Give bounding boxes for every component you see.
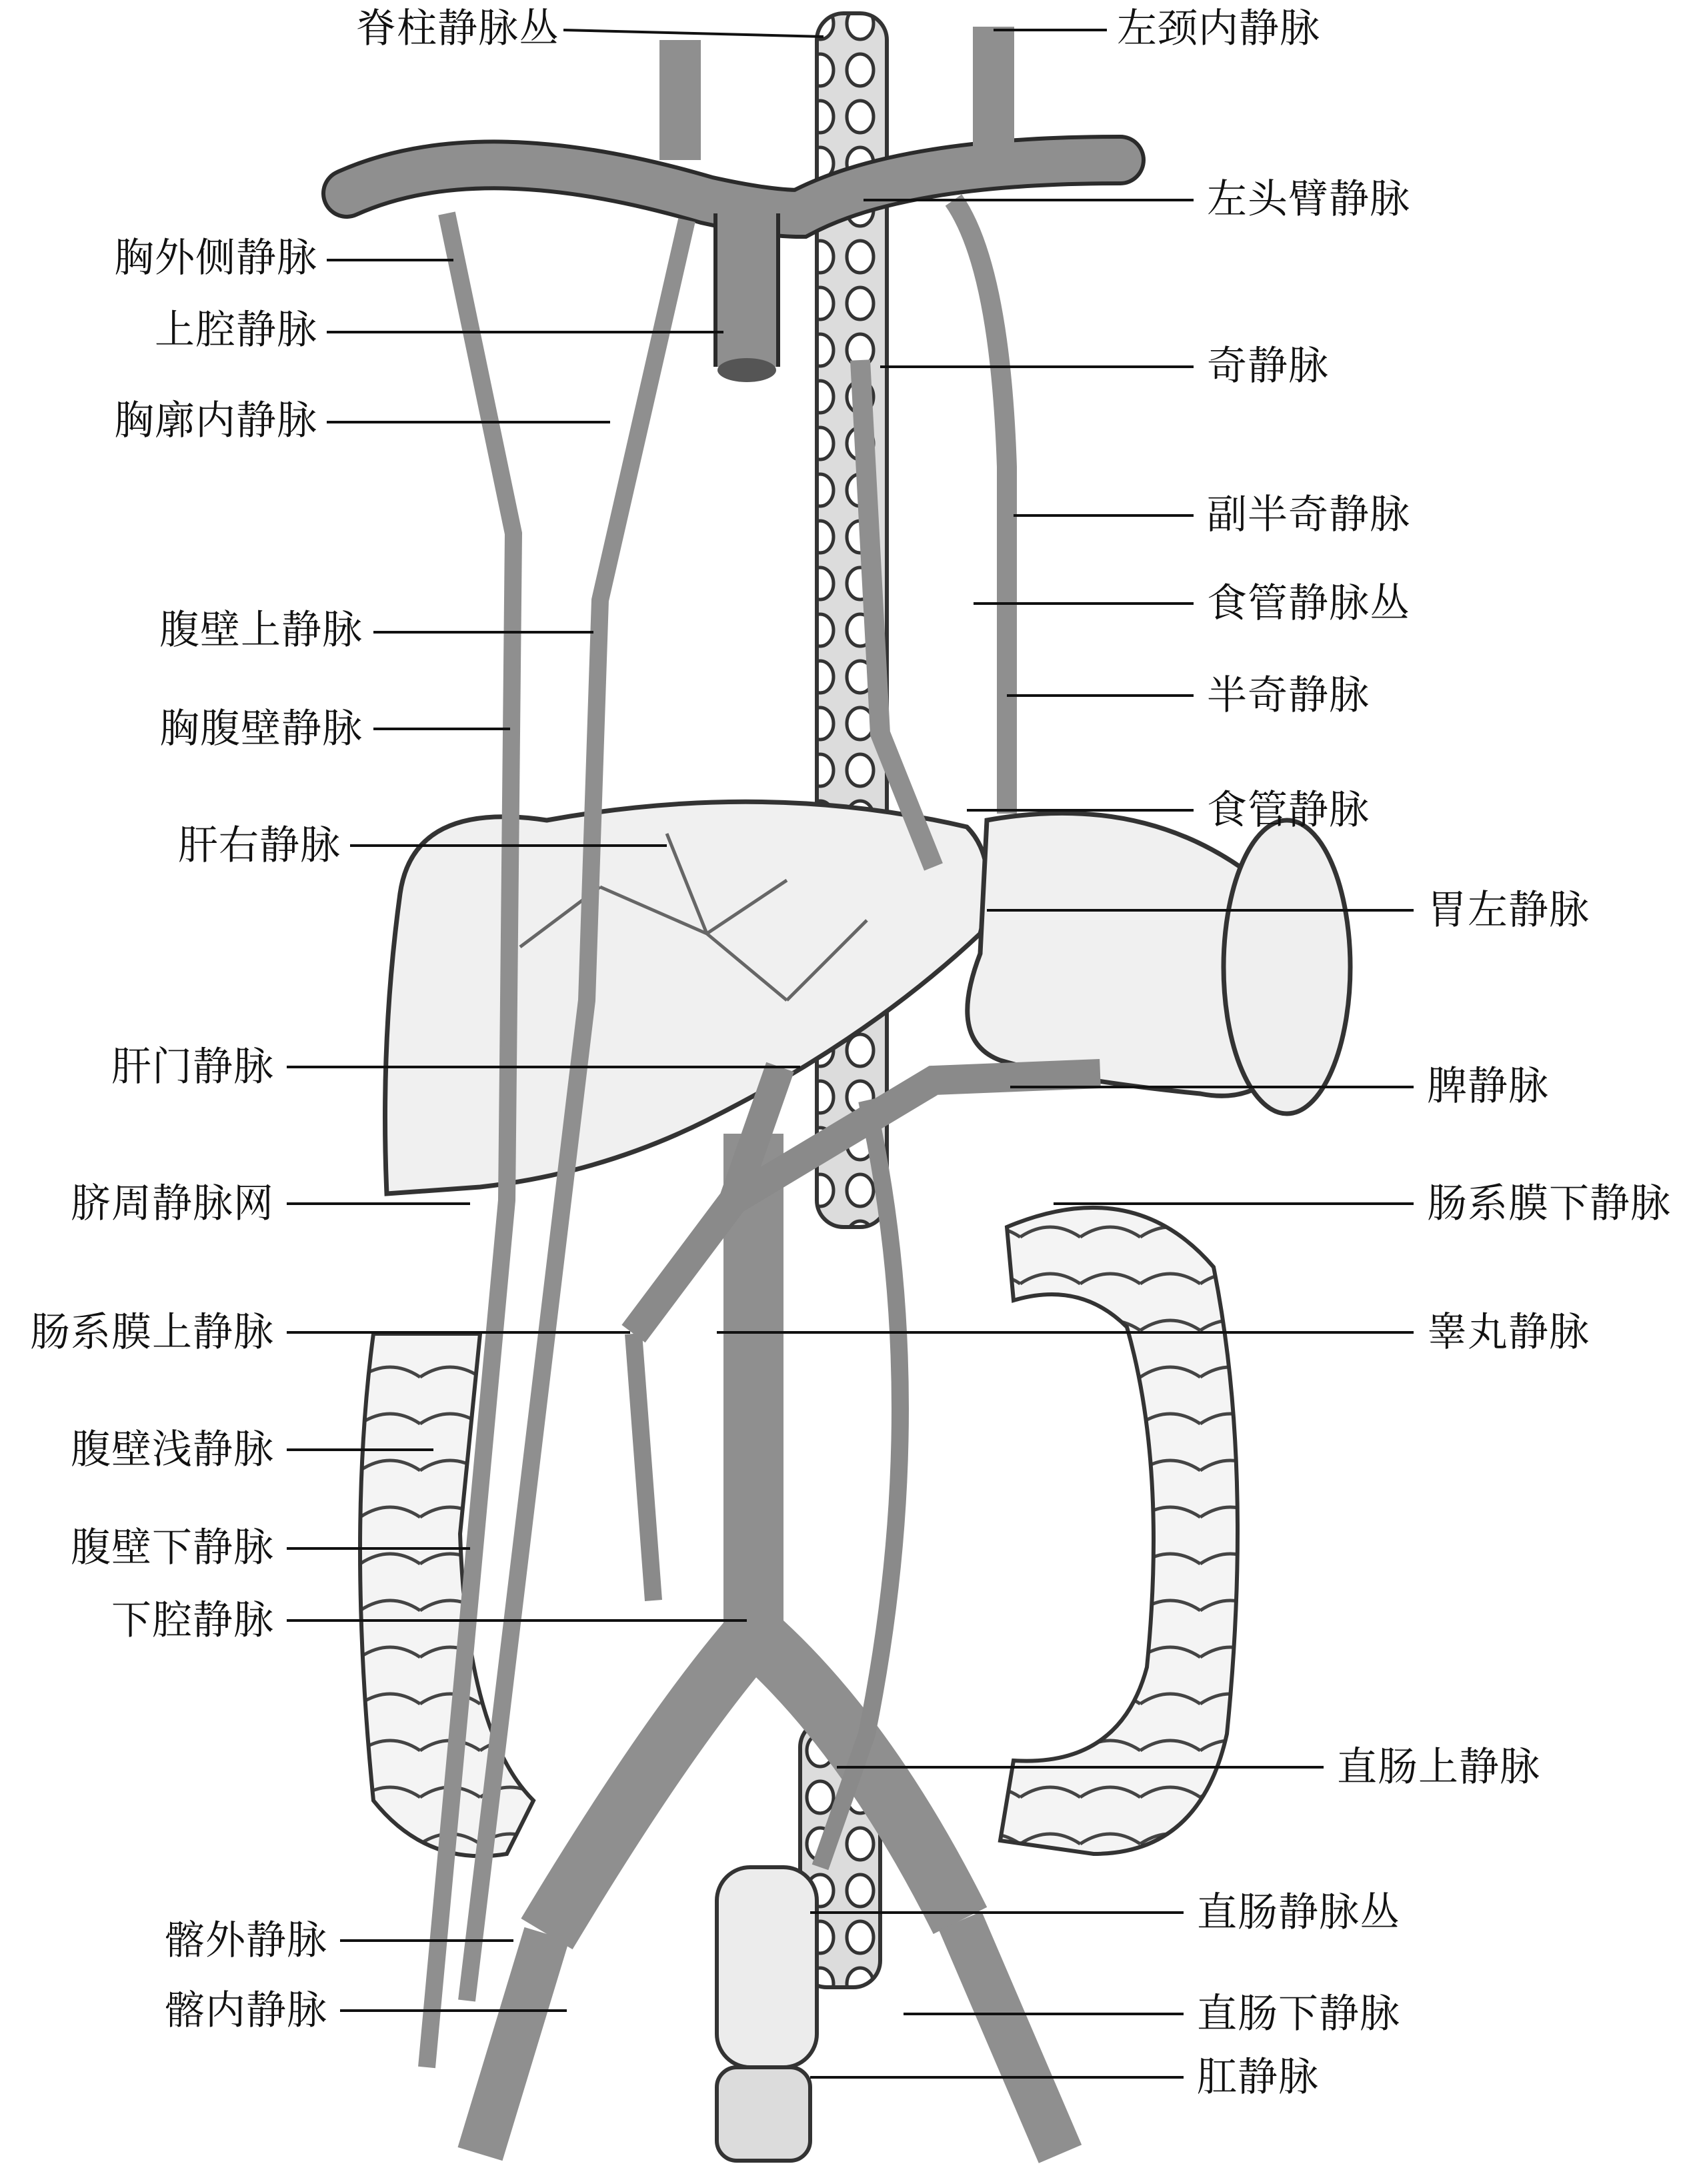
label-superior-rectal-vein: 直肠上静脉 (1337, 1744, 1540, 1791)
label-superior-mesenteric-vein: 肠系膜上静脉 (30, 1309, 274, 1356)
leader-spinal-venous-plexus (563, 30, 823, 37)
label-hemiazygos-vein: 半奇静脉 (1207, 672, 1370, 719)
label-left-brachiocephalic-vein: 左头臂静脉 (1207, 176, 1410, 223)
label-hepatic-portal-vein: 肝门静脉 (111, 1044, 274, 1090)
label-rectal-venous-plexus: 直肠静脉丛 (1197, 1889, 1400, 1936)
label-external-iliac-vein: 髂外静脉 (165, 1917, 327, 1964)
label-inferior-mesenteric-vein: 肠系膜下静脉 (1427, 1180, 1671, 1227)
label-thoracoepigastric-vein: 胸腹壁静脉 (159, 706, 363, 752)
label-lateral-thoracic-vein: 胸外侧静脉 (114, 235, 317, 281)
label-internal-thoracic-vein: 胸廓内静脉 (114, 397, 317, 444)
label-spinal-venous-plexus: 脊柱静脉丛 (356, 5, 559, 52)
label-inferior-vena-cava: 下腔静脉 (111, 1597, 274, 1644)
label-testicular-vein: 睾丸静脉 (1427, 1309, 1590, 1356)
label-esophageal-vein: 食管静脉 (1207, 787, 1370, 834)
label-inferior-rectal-vein: 直肠下静脉 (1197, 1991, 1400, 2037)
label-right-hepatic-vein: 肝右静脉 (178, 822, 341, 869)
label-superficial-epigastric-vein: 腹壁浅静脉 (71, 1426, 274, 1473)
label-internal-iliac-vein: 髂内静脉 (165, 1987, 327, 2034)
label-azygos-vein: 奇静脉 (1207, 343, 1329, 389)
label-left-internal-jugular-vein: 左颈内静脉 (1117, 5, 1320, 52)
label-superior-epigastric-vein: 腹壁上静脉 (159, 607, 363, 654)
label-anal-vein: 肛静脉 (1197, 2054, 1319, 2101)
label-paraumbilical-venous-network: 脐周静脉网 (71, 1180, 274, 1227)
label-esophageal-venous-plexus: 食管静脉丛 (1207, 580, 1410, 627)
label-left-gastric-vein: 胃左静脉 (1427, 887, 1590, 934)
label-splenic-vein: 脾静脉 (1427, 1063, 1549, 1110)
label-accessory-hemiazygos-vein: 副半奇静脉 (1207, 491, 1410, 538)
label-superior-vena-cava: 上腔静脉 (155, 307, 317, 353)
label-inferior-epigastric-vein: 腹壁下静脉 (71, 1524, 274, 1571)
